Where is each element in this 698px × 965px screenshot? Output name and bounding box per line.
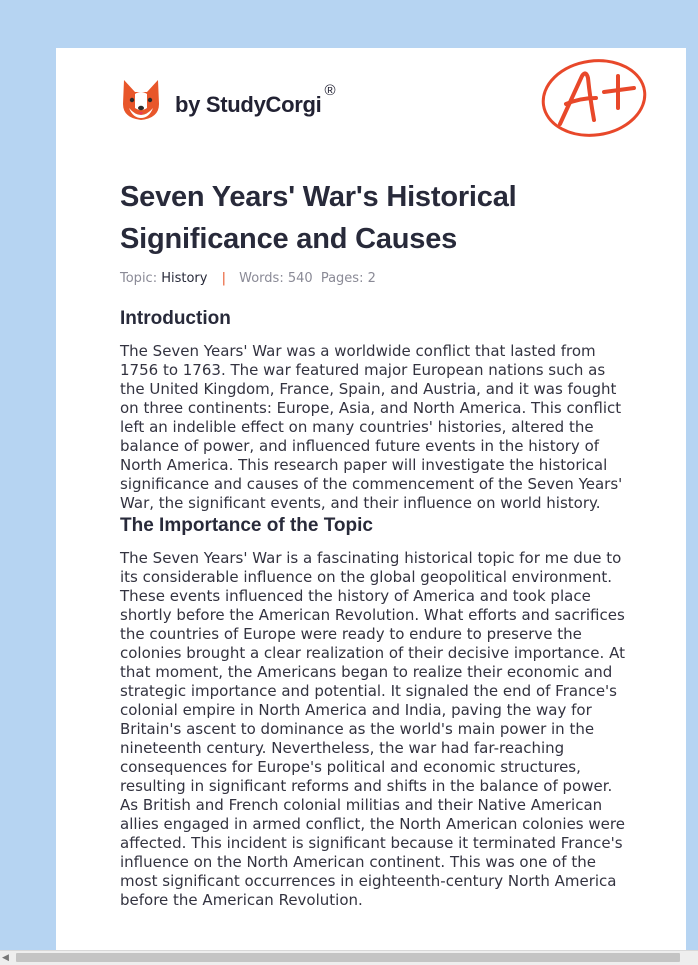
article-content [120,176,632,910]
meta-separator: | [221,271,226,286]
words-label: Words: [239,271,284,286]
pages-label: Pages: [320,271,364,286]
brand-name: by StudyCorgi [175,92,322,117]
section-heading-introduction: Introduction [120,308,231,329]
section-heading-importance: The Importance of the Topic [120,515,373,536]
words-value: 540 [287,271,313,286]
registered-mark: ® [324,81,336,99]
studycorgi-logo[interactable] [121,76,336,124]
section-paragraph-introduction: The Seven Years' War was a worldwide conflict that lasted from 1756 to 1763. The war featured major European nations such as the United Kingdom, France, Spain, and Austria, and it was fought on three continents: Europe, Asia, and North America. This conflict left an indelible effect on many countries' histories, altered the balance of power, and influenced future events in the history of North America. This research paper will investigate the historical significance and causes of the commencement of the Seven Years' War, the significant events, and their influence on world history. [120,342,623,512]
topic-link[interactable]: History [161,271,208,286]
section-paragraph-importance: The Seven Years' War is a fascinating historical topic for me due to its considerable influence on the global geopolitical environment. These events influenced the history of America and took place shortly before the American Revolution. What efforts and sacrifices the countries of Europe were ready to endure to preserve the colonies brought a clear realization of their decisive importance. At that moment, the Americans began to realize their economic and strategic importance and potential. It signaled the end of France's colonial empire in North America and India, paving the way for Britain's ascent to dominance as the world's main power in the nineteenth century. Nevertheless, the war had far-reaching consequences for Europe's political and economic structures, resulting in significant reforms and shifts in the balance of power. As British and French colonial militias and their Native American allies engaged in armed conflict, the North American colonies were affected. This incident is significant because it terminated France's influence on the North American continent. This was one of the most significant occurrences in eighteenth-century North America before the American Revolution. [120,549,625,909]
document-page [56,48,686,950]
horizontal-scrollbar[interactable] [0,950,698,965]
pages-value: 2 [367,271,376,286]
scroll-left-arrow-icon[interactable]: ◀ [2,953,9,963]
corgi-logo-icon [121,78,161,122]
scrollbar-thumb[interactable] [16,953,680,962]
article-title: Seven Years' War's Historical Significance and Causes [120,181,517,255]
topic-label: Topic: [120,271,158,286]
article-meta [120,270,632,288]
grade-a-plus-badge [538,58,648,140]
